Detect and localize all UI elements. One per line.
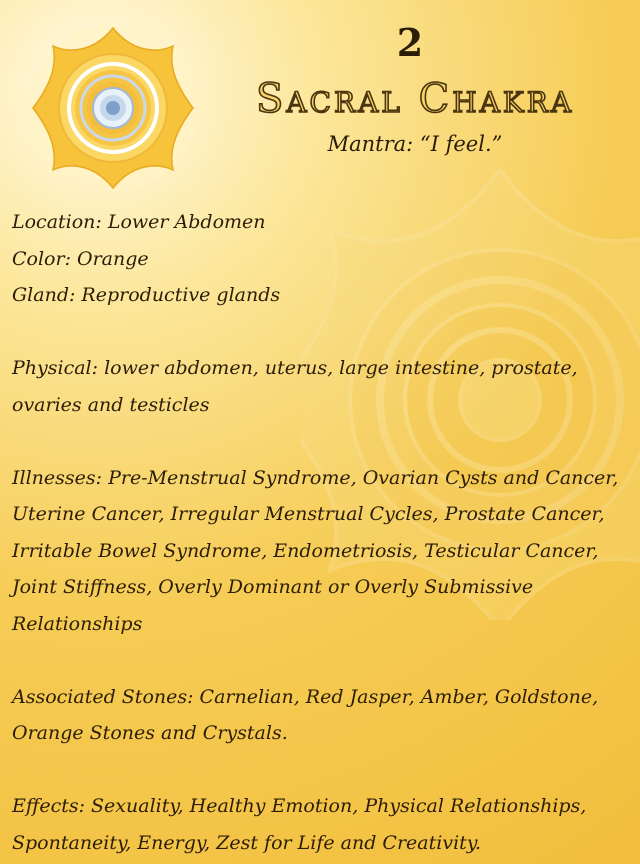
physical-paragraph: Physical: lower abdomen, uterus, large intestine, prostate, ovaries and testicles (12, 357, 578, 416)
effects-paragraph: Effects: Sexuality, Healthy Emotion, Physical Relationships, Spontaneity, Energy, Zest for Life and Creativity. (12, 795, 587, 854)
location-line: Location: Lower Abdomen (12, 211, 266, 233)
chakra-details (12, 204, 628, 861)
chakra-number: 2 (396, 20, 424, 65)
gland-line: Gland: Reproductive glands (12, 284, 281, 306)
color-line: Color: Orange (12, 247, 149, 270)
illnesses-paragraph: Illnesses: Pre-Menstrual Syndrome, Ovarian Cysts and Cancer, Uterine Cancer, Irregular Menstrual Cycles, Prostate Cancer, Irritable Bowel Syndrome, Endometriosis, Testicular Cancer, Joint Stiffness, Overly Dominant or Overly Submissive Relationships (12, 466, 619, 635)
page-title: Sacral Chakra (255, 76, 575, 122)
stones-paragraph: Associated Stones: Carnelian, Red Jasper, Amber, Goldstone, Orange Stones and Crystals. (12, 685, 599, 744)
mantra: Mantra: “I feel.” (327, 132, 503, 156)
